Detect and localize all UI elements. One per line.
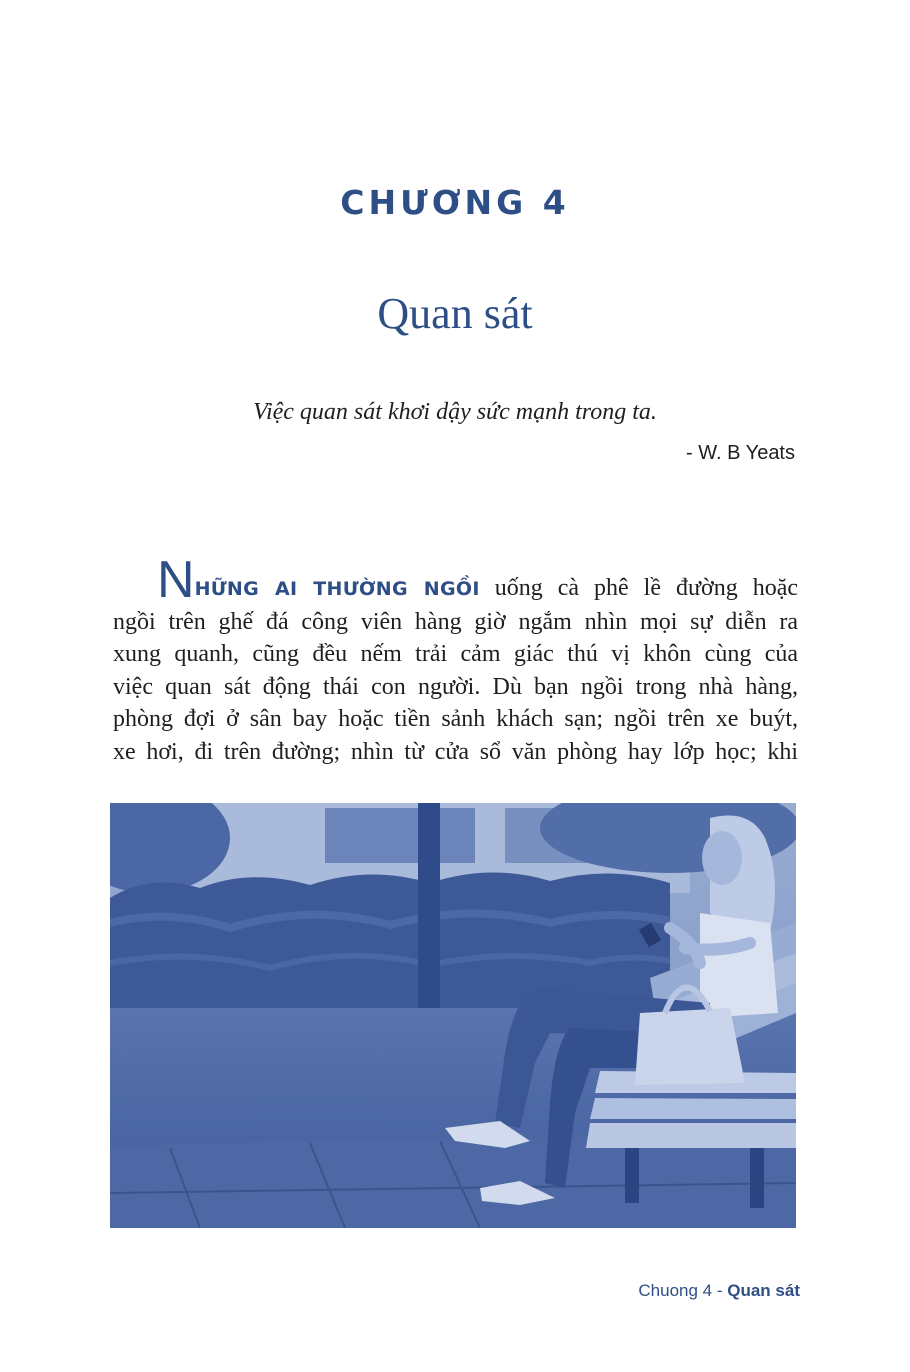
epigraph-quote: Việc quan sát khơi dậy sức mạnh trong ta. — [253, 399, 657, 425]
footer-chapter-ref: Chuong 4 - — [638, 1281, 728, 1300]
footer-title-ref: Quan sát — [727, 1281, 800, 1300]
body-line: xung quanh, cũng đều nếm trải cảm giác thú vị khôn cùng của — [113, 641, 798, 667]
park-bench-photo — [110, 803, 796, 1228]
lead-in: HỮNG AI THƯỜNG NGỒI — [194, 578, 480, 600]
chapter-title: Quan sát — [377, 289, 533, 338]
body-line-text: uống cà phê lề đường hoặc — [479, 575, 799, 601]
drop-cap: N — [157, 551, 195, 609]
body-line: xe hơi, đi trên đường; nhìn từ cửa sổ văn phòng hay lớp học; khi — [113, 738, 798, 765]
body-line: phòng đợi ở sân bay hoặc tiền sảnh khách sạn; ngồi trên xe buýt, — [113, 706, 798, 732]
body-line — [113, 551, 799, 609]
body-line: việc quan sát động thái con người. Dù bạn ngồi trong nhà hàng, — [113, 673, 798, 700]
body-paragraph — [113, 551, 799, 768]
page-footer — [638, 1281, 800, 1301]
body-line: ngồi trên ghế đá công viên hàng giờ ngắm nhìn mọi sự diễn ra — [113, 608, 798, 635]
chapter-label: CHƯƠNG 4 — [340, 183, 570, 222]
epigraph-attribution: - W. B Yeats — [686, 442, 795, 464]
